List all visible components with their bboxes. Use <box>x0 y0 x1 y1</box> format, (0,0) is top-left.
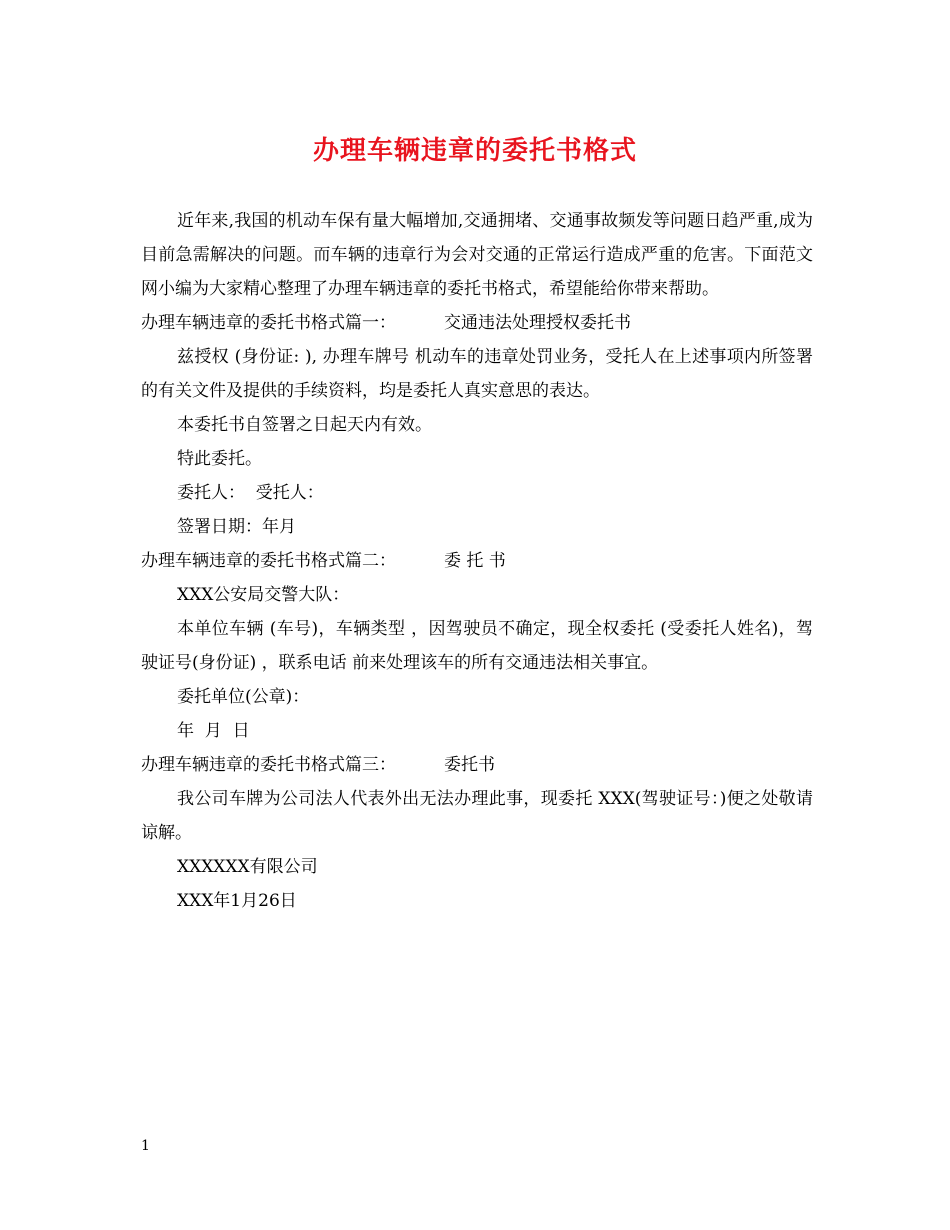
section1-signatures: 委托人： 受托人： <box>177 483 324 503</box>
section2-addressee: XXX公安局交警大队： <box>177 585 350 605</box>
section1-sign-date: 签署日期：年月 <box>177 517 296 537</box>
section3-date: XXX年1月26日 <box>177 891 297 911</box>
page-number: 1 <box>141 1138 150 1154</box>
section3-paragraph-body: 我公司车牌为公司法人代表外出无法办理此事，现委托 XXX(驾驶证号：)便之处敬请谅解。 <box>141 789 813 843</box>
section3-subtitle: 委托书 <box>444 755 495 775</box>
document-title: 办理车辆违章的委托书格式 <box>312 136 637 166</box>
intro-paragraph: 近年来,我国的机动车保有量大幅增加,交通拥堵、交通事故频发等问题日趋严重,成为目前急需解决的问题。而车辆的违章行为会对交通的正常运行造成严重的危害。下面范文网小编为大家精心整理了办理车辆违章的委托书格式，希望能给你带来帮助。 <box>141 211 813 299</box>
section2-heading: 办理车辆违章的委托书格式篇二： <box>141 551 396 571</box>
section3-heading: 办理车辆违章的委托书格式篇三： <box>141 755 396 775</box>
section2-date-line: 年 月 日 <box>177 721 250 741</box>
section1-header-line <box>141 306 813 340</box>
document-body <box>141 204 813 918</box>
section3-header-line <box>141 748 813 782</box>
section2-paragraph-body: 本单位车辆 (车号)，车辆类型 ，因驾驶员不确定，现全权委托 (受委托人姓名)，驾驶证号(身份证) ，联系电话 前来处理该车的所有交通违法相关事宜。 <box>141 619 813 673</box>
section2-subtitle: 委 托 书 <box>444 551 506 571</box>
section1-paragraph-3: 特此委托。 <box>177 449 262 469</box>
section1-heading: 办理车辆违章的委托书格式篇一： <box>141 313 396 333</box>
section1-subtitle: 交通违法处理授权委托书 <box>444 313 631 333</box>
section3-company: XXXXXX有限公司 <box>177 857 318 877</box>
section2-seal-line: 委托单位(公章)： <box>177 687 310 707</box>
section1-paragraph-1: 兹授权 (身份证: ), 办理车牌号 机动车的违章处罚业务，受托人在上述事项内所签署的有关文件及提供的手续资料，均是委托人真实意思的表达。 <box>141 347 813 401</box>
section1-paragraph-2: 本委托书自签署之日起天内有效。 <box>177 415 432 435</box>
section2-header-line <box>141 544 813 578</box>
